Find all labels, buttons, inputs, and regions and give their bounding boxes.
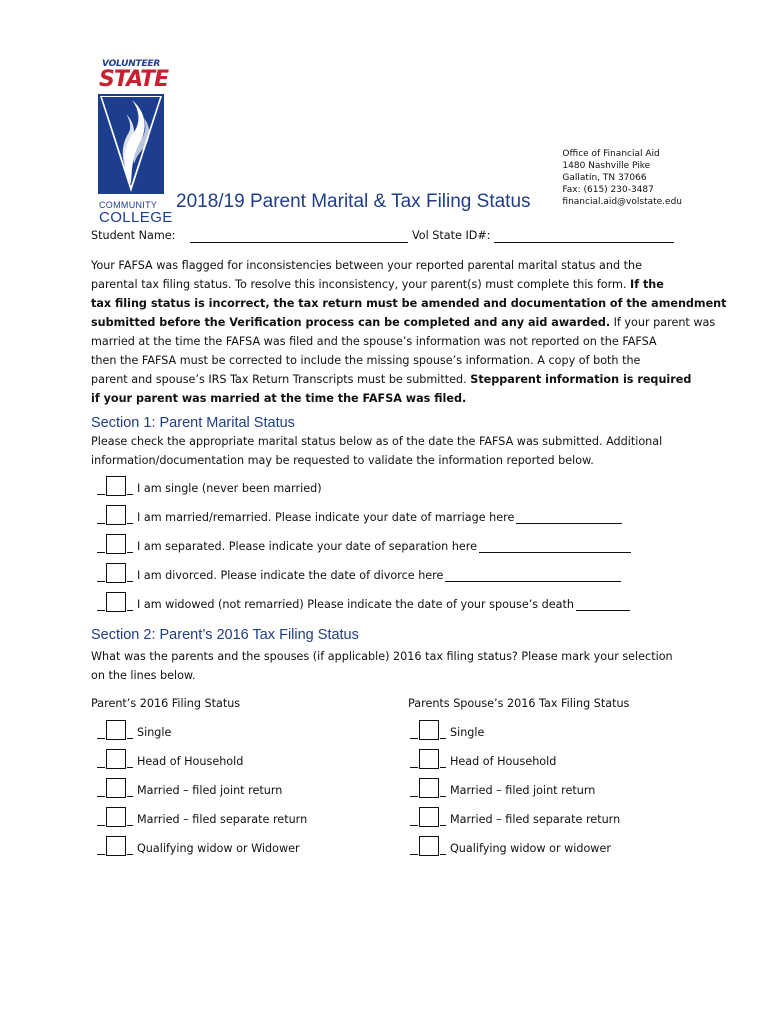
spouse-filing-option-label: Head of Household [450,755,557,768]
date-of-marriage-field[interactable] [516,522,622,524]
logo-community-text: COMMUNITY [99,200,158,210]
marital-option-separated [97,533,631,553]
spouse-filing-checkbox[interactable] [419,720,439,740]
vol-state-id-label: Vol State ID#: [412,229,491,242]
section1-description-line2: information/documentation may be requested to validate the information reported below. [91,454,594,467]
marital-option-label: I am divorced. Please indicate the date of divorce here [137,569,444,582]
student-name-label: Student Name: [91,229,176,242]
date-of-divorce-field[interactable] [445,580,621,582]
spouse-filing-option [410,806,620,826]
intro-line [91,275,691,294]
parent-filing-checkbox[interactable] [106,720,126,740]
form-title: 2018/19 Parent Marital & Tax Filing Status [176,191,531,212]
logo-state-text: STATE [99,67,169,92]
marital-option-married [97,504,622,524]
marital-divorced-checkbox[interactable] [106,563,126,583]
marital-option-widowed [97,591,630,611]
spouse-filing-option-label: Married – filed joint return [450,784,596,797]
office-address-block [562,148,682,208]
office-address-line: financial.aid@volstate.edu [562,197,682,207]
office-address-line: 1480 Nashville Pike [562,161,651,171]
section1-title: Section 1: Parent Marital Status [91,415,295,431]
parent-filing-option-label: Married – filed joint return [137,784,283,797]
intro-text: If your parent was [610,316,716,329]
parent-filing-option [97,806,307,826]
parent-filing-option [97,835,300,855]
section2-description-line2: on the lines below. [91,669,196,682]
marital-married-checkbox[interactable] [106,505,126,525]
marital-option-label: I am married/remarried. Please indicate your date of marriage here [137,511,515,524]
parent-filing-option-label: Single [137,726,172,739]
logo-college-text: COLLEGE [99,209,173,226]
marital-option-label: I am separated. Please indicate your date of separation here [137,540,478,553]
spouse-filing-checkbox[interactable] [419,749,439,769]
spouse-filing-status-header: Parents Spouse’s 2016 Tax Filing Status [408,697,630,710]
marital-option-divorced [97,562,621,582]
intro-text: parent and spouse’s IRS Tax Return Transcripts must be submitted. [91,373,471,386]
marital-separated-checkbox[interactable] [106,534,126,554]
intro-text: Your FAFSA was flagged for inconsistencies between your reported parental marital status and the [91,259,642,272]
parent-filing-option [97,748,243,768]
parent-filing-checkbox[interactable] [106,778,126,798]
intro-paragraph [91,256,727,408]
intro-line [91,313,716,332]
parent-filing-checkbox[interactable] [106,807,126,827]
intro-text: then the FAFSA must be corrected to include the missing spouse’s information. A copy of both the [91,354,641,367]
marital-option-label: I am single (never been married) [137,482,322,495]
marital-option-single [97,475,322,495]
intro-line [91,256,691,275]
college-logo [98,59,173,226]
spouse-filing-option-label: Single [450,726,485,739]
office-address-line: Gallatin, TN 37066 [562,173,647,183]
date-of-separation-field[interactable] [479,551,631,553]
spouse-filing-checkbox[interactable] [419,807,439,827]
spouse-filing-option [410,719,484,739]
spouse-filing-option [410,777,595,797]
intro-line [91,351,691,370]
intro-bold-text: tax filing status is incorrect, the tax return must be amended and documentation of the amendment [91,297,727,310]
section2-description-line1: What was the parents and the spouses (if applicable) 2016 tax filing status? Please mark your selection [91,650,673,663]
spouse-filing-checkbox[interactable] [419,778,439,798]
intro-line [91,294,727,313]
section1-description-line1: Please check the appropriate marital status below as of the date the FAFSA was submitted. Additional [91,435,663,448]
parent-filing-checkbox[interactable] [106,836,126,856]
student-name-field[interactable] [190,242,408,243]
parent-filing-option [97,777,282,797]
section2-title: Section 2: Parent’s 2016 Tax Filing Status [91,627,359,643]
marital-widowed-checkbox[interactable] [106,592,126,612]
office-address-line: Fax: (615) 230-3487 [562,185,654,195]
parent-filing-option-label: Married – filed separate return [137,813,308,826]
intro-text: parental tax filing status. To resolve this inconsistency, your parent(s) must complete this form. [91,278,631,291]
intro-line [91,332,691,351]
intro-bold-text: If the [630,278,664,291]
parent-filing-checkbox[interactable] [106,749,126,769]
marital-option-label: I am widowed (not remarried) Please indicate the date of your spouse’s death [137,598,574,611]
intro-bold-text: submitted before the Verification process can be completed and any aid awarded. [91,316,611,329]
logo-volunteer-text: VOLUNTEER [102,59,161,69]
spouse-filing-option [410,835,611,855]
intro-text: married at the time the FAFSA was filed and the spouse’s information was not reported on the FAFSA [91,335,657,348]
parent-filing-option [97,719,171,739]
spouse-filing-checkbox[interactable] [419,836,439,856]
parent-filing-option-label: Head of Household [137,755,244,768]
spouse-filing-option-label: Qualifying widow or widower [450,842,611,855]
office-address-line: Office of Financial Aid [562,149,660,159]
spouse-filing-option [410,748,556,768]
date-of-spouse-death-field[interactable] [576,609,630,611]
marital-single-checkbox[interactable] [106,476,126,496]
intro-line [91,370,691,389]
spouse-filing-option-label: Married – filed separate return [450,813,621,826]
intro-bold-text: Stepparent information is required [470,373,692,386]
parent-filing-status-header: Parent’s 2016 Filing Status [91,697,241,710]
intro-line [91,389,691,408]
logo-flame-shield-icon [98,94,164,194]
vol-state-id-field[interactable] [494,242,674,243]
parent-filing-option-label: Qualifying widow or Widower [137,842,300,855]
intro-bold-text: if your parent was married at the time the FAFSA was filed. [91,392,467,405]
